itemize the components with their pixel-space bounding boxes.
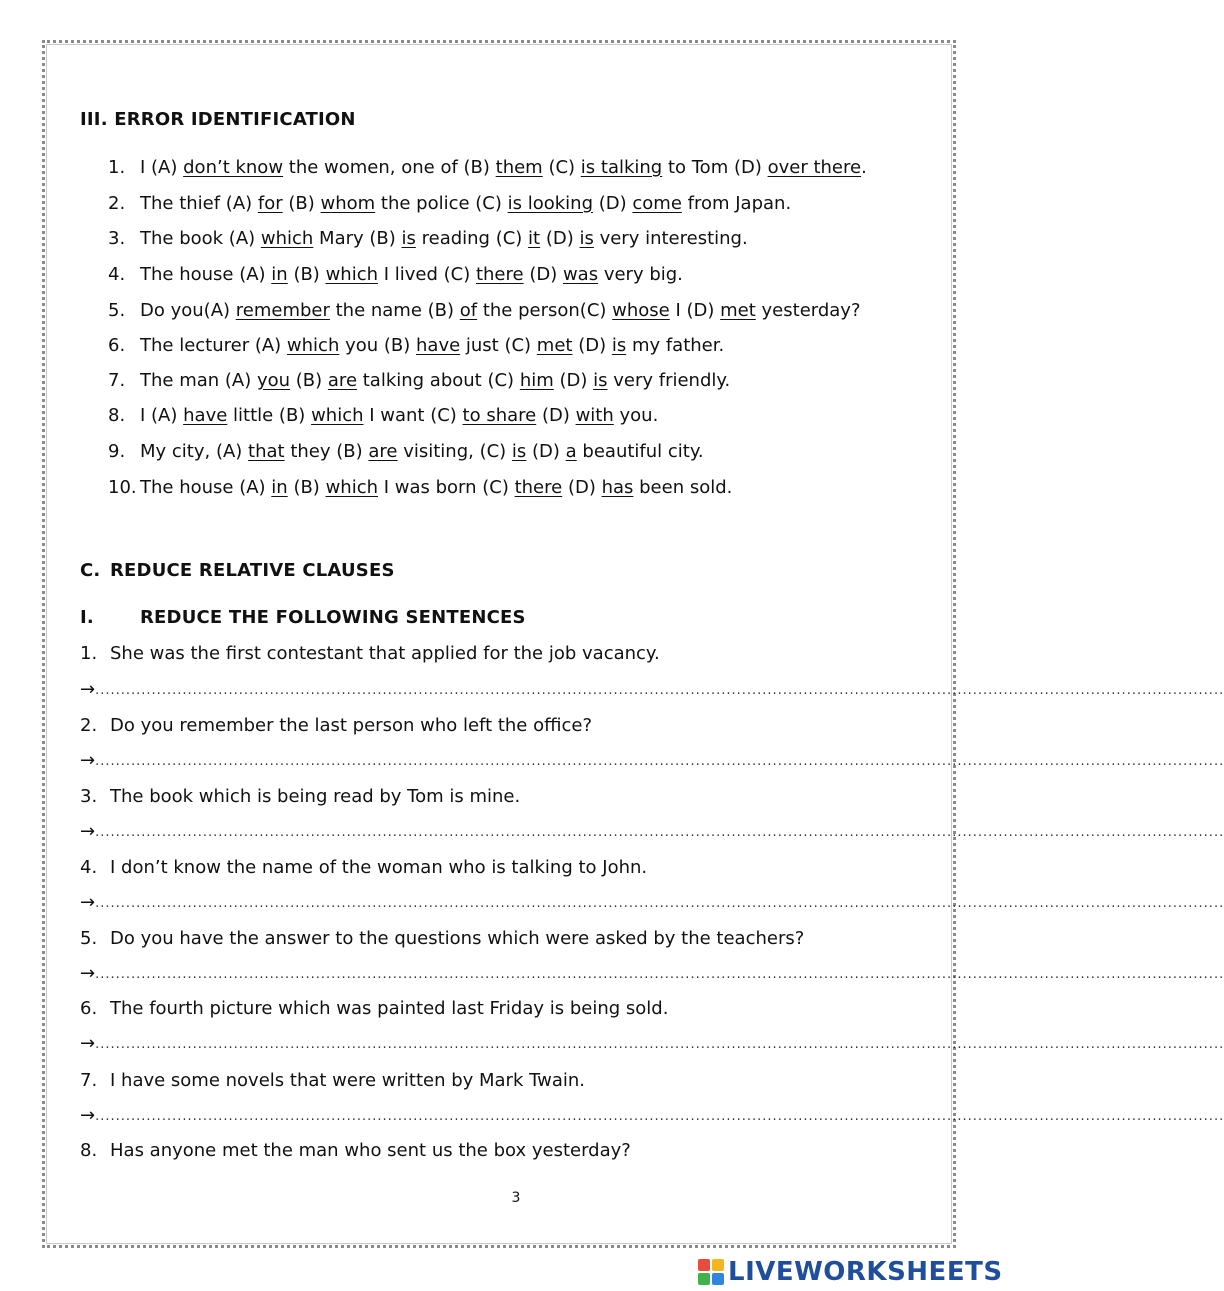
sentence-text: (D) <box>562 477 602 498</box>
logo-square-3 <box>698 1273 710 1285</box>
underlined-option: them <box>495 157 543 178</box>
underlined-option: which <box>286 335 340 356</box>
error-item <box>108 370 938 391</box>
sentence-text: The thief (A) <box>140 193 258 214</box>
sentence-text: from Japan. <box>681 193 792 214</box>
sentence-text: I want (C) <box>363 405 463 426</box>
answer-field[interactable] <box>80 892 1224 914</box>
sentence-text: little (B) <box>227 405 312 426</box>
answer-field[interactable] <box>80 821 1224 843</box>
underlined-option: which <box>260 228 314 249</box>
sentence-text: the name (B) <box>329 300 460 321</box>
error-item-number: 1. <box>108 157 126 178</box>
answer-field[interactable] <box>80 750 1224 772</box>
sentence-text: very friendly. <box>607 370 731 391</box>
error-item-number: 6. <box>108 335 126 356</box>
sentence-text: (D) <box>572 335 612 356</box>
reduce-question-number: 2. <box>80 715 98 736</box>
reduce-question <box>80 786 520 807</box>
reduce-subsection-number: I. <box>80 607 94 628</box>
error-item <box>108 157 938 178</box>
sentence-text: (D) <box>523 264 563 285</box>
answer-field[interactable] <box>80 1033 1224 1055</box>
sentence-text: the police (C) <box>375 193 508 214</box>
reduce-subsection-text: REDUCE THE FOLLOWING SENTENCES <box>140 607 526 628</box>
sentence-text: the women, one of (B) <box>283 157 496 178</box>
dotted-answer-line: ............................................................................................................................................................................................................................ <box>95 1037 1224 1052</box>
underlined-option: in <box>271 477 288 498</box>
underlined-option: over there <box>767 157 862 178</box>
reduce-question <box>80 643 660 664</box>
error-item-number: 3. <box>108 228 126 249</box>
error-item <box>108 405 938 426</box>
dotted-answer-line: ............................................................................................................................................................................................................................ <box>95 754 1224 769</box>
reduce-question <box>80 1140 631 1161</box>
underlined-option: which <box>325 477 378 498</box>
reduce-question-number: 3. <box>80 786 98 807</box>
sentence-text: The house (A) <box>140 477 272 498</box>
reduce-question-number: 5. <box>80 928 98 949</box>
error-item <box>108 441 938 462</box>
page-number: 3 <box>511 1190 521 1206</box>
error-item <box>108 477 938 498</box>
reduce-question <box>80 715 592 736</box>
sentence-text: (D) <box>553 370 594 391</box>
liveworksheets-logo-text: LIVEWORKSHEETS <box>728 1257 1003 1287</box>
logo-square-2 <box>712 1259 724 1271</box>
sentence-text: . <box>861 157 867 178</box>
error-identification-heading: III. ERROR IDENTIFICATION <box>80 109 356 130</box>
reduce-section-heading-text: REDUCE RELATIVE CLAUSES <box>110 560 395 581</box>
underlined-option: which <box>325 264 378 285</box>
sentence-text: yesterday? <box>755 300 861 321</box>
sentence-text: I was born (C) <box>378 477 515 498</box>
sentence-text: I lived (C) <box>378 264 476 285</box>
dotted-answer-line: ............................................................................................................................................................................................................................ <box>95 825 1224 840</box>
reduce-question-text: The book which is being read by Tom is mine. <box>110 786 521 807</box>
sentence-text: I (A) <box>140 405 184 426</box>
error-item-number: 8. <box>108 405 126 426</box>
underlined-option: is <box>611 335 627 356</box>
reduce-question-number: 4. <box>80 857 98 878</box>
answer-field[interactable] <box>80 1105 1224 1127</box>
sentence-text: Mary (B) <box>313 228 402 249</box>
sentence-text: (D) <box>536 405 576 426</box>
arrow-right-icon: → <box>80 679 96 700</box>
sentence-text: just (C) <box>460 335 537 356</box>
reduce-subsection-heading <box>80 607 526 628</box>
sentence-text: to Tom (D) <box>662 157 768 178</box>
sentence-text: they (B) <box>284 441 369 462</box>
underlined-option: in <box>271 264 288 285</box>
sentence-text: (D) <box>526 441 566 462</box>
sentence-text: very big. <box>598 264 683 285</box>
underlined-option: is talking <box>580 157 663 178</box>
underlined-option: it <box>528 228 541 249</box>
arrow-right-icon: → <box>80 750 96 771</box>
error-item <box>108 264 938 285</box>
sentence-text: (B) <box>287 477 326 498</box>
sentence-text: my father. <box>626 335 725 356</box>
underlined-option: of <box>459 300 478 321</box>
underlined-option: is <box>401 228 416 249</box>
liveworksheets-logo <box>698 1256 1003 1288</box>
sentence-text: talking about (C) <box>357 370 520 391</box>
reduce-question-text: I don’t know the name of the woman who is talking to John. <box>110 857 648 878</box>
sentence-text: reading (C) <box>415 228 529 249</box>
arrow-right-icon: → <box>80 1105 96 1126</box>
sentence-text: I (A) <box>140 157 184 178</box>
reduce-question-text: I have some novels that were written by Mark Twain. <box>110 1070 586 1091</box>
sentence-text: (B) <box>290 370 328 391</box>
underlined-option: was <box>562 264 599 285</box>
underlined-option: come <box>632 193 682 214</box>
underlined-option: met <box>536 335 573 356</box>
reduce-question-text: The fourth picture which was painted last Friday is being sold. <box>110 998 669 1019</box>
underlined-option: whose <box>612 300 670 321</box>
underlined-option: has <box>601 477 634 498</box>
arrow-right-icon: → <box>80 821 96 842</box>
sentence-text: (D) <box>540 228 580 249</box>
sentence-text: My city, (A) <box>140 441 249 462</box>
underlined-option: are <box>327 370 358 391</box>
sentence-text: The book (A) <box>140 228 261 249</box>
underlined-option: there <box>475 264 524 285</box>
sentence-text: (C) <box>542 157 581 178</box>
sentence-text: I (D) <box>669 300 721 321</box>
underlined-option: for <box>257 193 283 214</box>
logo-square-1 <box>698 1259 710 1271</box>
sentence-text: very interesting. <box>593 228 748 249</box>
underlined-option: is <box>579 228 594 249</box>
reduce-question-number: 6. <box>80 998 98 1019</box>
reduce-section-heading <box>80 560 395 581</box>
answer-field[interactable] <box>80 963 1224 985</box>
underlined-option: have <box>183 405 228 426</box>
underlined-option: remember <box>235 300 330 321</box>
reduce-question <box>80 998 668 1019</box>
dotted-answer-line: ............................................................................................................................................................................................................................ <box>95 967 1224 982</box>
reduce-question <box>80 857 647 878</box>
error-item-number: 5. <box>108 300 126 321</box>
arrow-right-icon: → <box>80 1033 96 1054</box>
reduce-question-text: Do you remember the last person who left the office? <box>110 715 593 736</box>
sentence-text: been sold. <box>633 477 733 498</box>
underlined-option: is <box>511 441 527 462</box>
reduce-question-number: 8. <box>80 1140 98 1161</box>
error-item <box>108 228 938 249</box>
sentence-text: the person(C) <box>477 300 613 321</box>
underlined-option: which <box>311 405 364 426</box>
underlined-option: whom <box>320 193 376 214</box>
error-item-number: 4. <box>108 264 126 285</box>
underlined-option: to share <box>462 405 537 426</box>
reduce-section-heading-number: C. <box>80 560 101 581</box>
sentence-text: beautiful city. <box>576 441 704 462</box>
underlined-option: met <box>720 300 756 321</box>
underlined-option: a <box>565 441 577 462</box>
reduce-question-number: 7. <box>80 1070 98 1091</box>
liveworksheets-logo-icon <box>698 1259 724 1285</box>
dotted-answer-line: ............................................................................................................................................................................................................................ <box>95 683 1224 698</box>
reduce-question-text: She was the first contestant that applied for the job vacancy. <box>110 643 660 664</box>
underlined-option: with <box>575 405 614 426</box>
sentence-text: The lecturer (A) <box>140 335 287 356</box>
underlined-option: is looking <box>507 193 594 214</box>
underlined-option: that <box>248 441 285 462</box>
error-item-number: 7. <box>108 370 126 391</box>
sentence-text: The man (A) <box>140 370 257 391</box>
dotted-answer-line: ............................................................................................................................................................................................................................ <box>95 896 1224 911</box>
underlined-option: him <box>519 370 554 391</box>
sentence-text: (D) <box>593 193 633 214</box>
sentence-text: you. <box>613 405 659 426</box>
sentence-text: Do you(A) <box>140 300 236 321</box>
sentence-text: The house (A) <box>140 264 272 285</box>
underlined-option: is <box>593 370 608 391</box>
reduce-question <box>80 1070 585 1091</box>
underlined-option: are <box>368 441 398 462</box>
arrow-right-icon: → <box>80 963 96 984</box>
error-item-number: 10. <box>108 477 137 498</box>
dotted-answer-line: ............................................................................................................................................................................................................................ <box>95 1109 1224 1124</box>
error-item-number: 2. <box>108 193 126 214</box>
underlined-option: don’t know <box>183 157 284 178</box>
sentence-text: you (B) <box>339 335 416 356</box>
reduce-question-text: Has anyone met the man who sent us the box yesterday? <box>110 1140 631 1161</box>
reduce-question <box>80 928 804 949</box>
logo-square-4 <box>712 1273 724 1285</box>
underlined-option: there <box>514 477 563 498</box>
underlined-option: you <box>256 370 291 391</box>
sentence-text: (B) <box>287 264 326 285</box>
arrow-right-icon: → <box>80 892 96 913</box>
reduce-question-text: Do you have the answer to the questions which were asked by the teachers? <box>110 928 805 949</box>
error-item-number: 9. <box>108 441 126 462</box>
error-item <box>108 335 938 356</box>
sentence-text: visiting, (C) <box>397 441 512 462</box>
reduce-question-number: 1. <box>80 643 98 664</box>
underlined-option: have <box>416 335 461 356</box>
error-item <box>108 193 938 214</box>
sentence-text: (B) <box>282 193 321 214</box>
answer-field[interactable] <box>80 679 1224 701</box>
error-item <box>108 300 938 321</box>
